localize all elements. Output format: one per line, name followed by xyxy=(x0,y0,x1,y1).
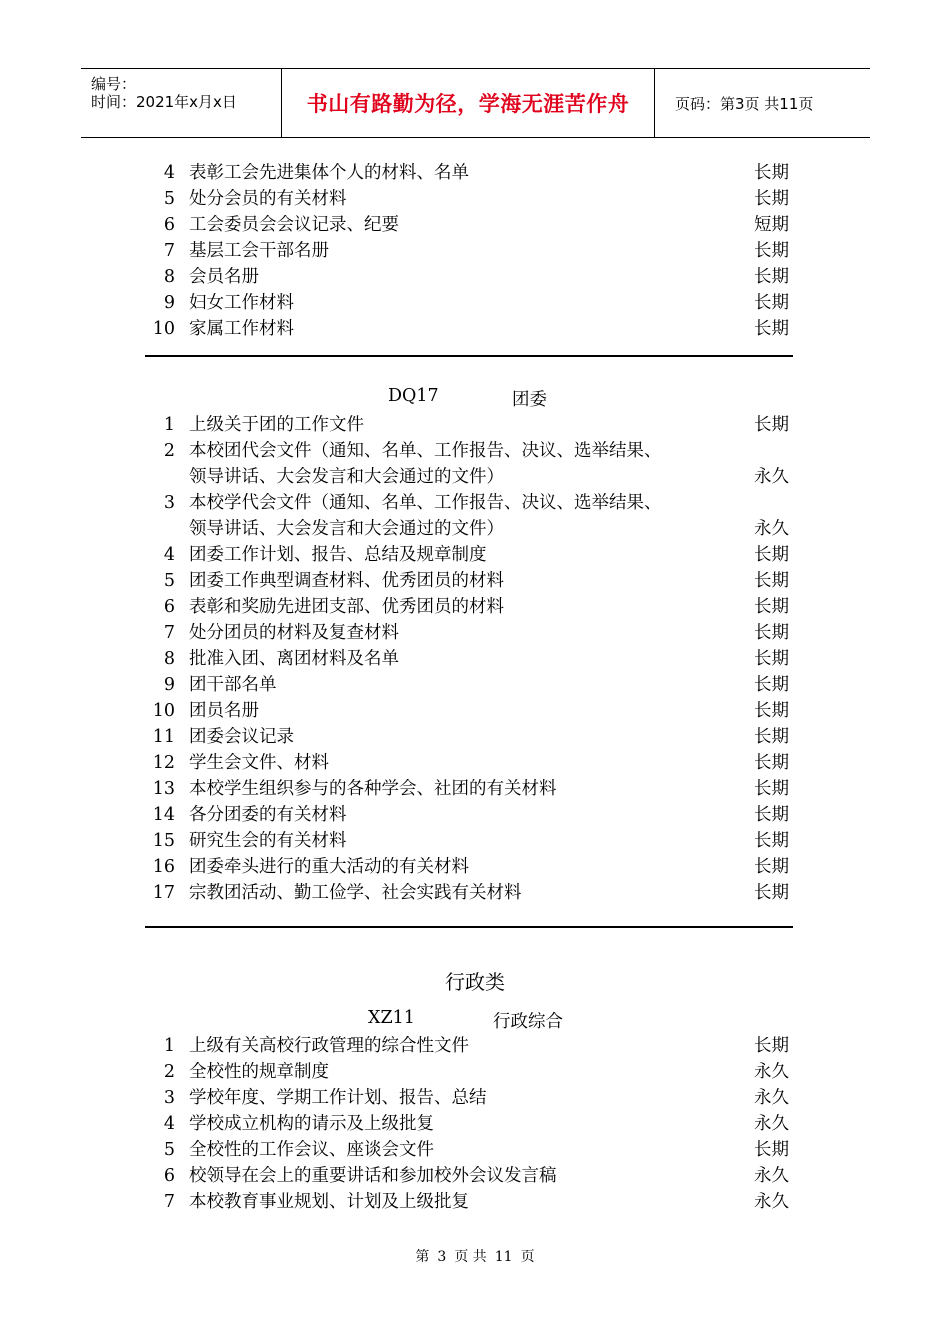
list-item xyxy=(0,620,950,646)
item-text: 全校性的工作会议、座谈会文件 xyxy=(189,1140,434,1160)
footer-suffix: 页 xyxy=(520,1249,535,1265)
item-number: 10 xyxy=(152,701,175,721)
item-text: 学校年度、学期工作计划、报告、总结 xyxy=(189,1088,487,1108)
list-item xyxy=(0,438,950,464)
item-retention-term: 永久 xyxy=(754,467,789,487)
item-retention-term: 长期 xyxy=(754,701,789,721)
item-number: 1 xyxy=(163,415,175,435)
item-text: 表彰工会先进集体个人的材料、名单 xyxy=(189,163,469,183)
item-retention-term: 长期 xyxy=(754,649,789,669)
list-item xyxy=(0,290,950,316)
item-retention-term: 长期 xyxy=(754,189,789,209)
item-number: 9 xyxy=(163,293,175,313)
item-text: 研究生会的有关材料 xyxy=(189,831,347,851)
item-text: 妇女工作材料 xyxy=(189,293,294,313)
list-item xyxy=(0,568,950,594)
list-item xyxy=(0,1111,950,1137)
list-item xyxy=(0,212,950,238)
list-item xyxy=(0,776,950,802)
item-retention-term: 长期 xyxy=(754,163,789,183)
item-number: 5 xyxy=(163,189,175,209)
footer-mid: 页 共 xyxy=(454,1249,487,1265)
item-number: 6 xyxy=(163,1166,175,1186)
list-item xyxy=(0,672,950,698)
item-number: 11 xyxy=(152,727,175,747)
admin-code: XZ11 xyxy=(368,1008,415,1028)
item-retention-term: 长期 xyxy=(754,597,789,617)
list-item xyxy=(0,828,950,854)
list-item xyxy=(0,490,950,516)
header-meta-cell xyxy=(81,69,282,137)
item-text: 批准入团、离团材料及名单 xyxy=(189,649,399,669)
item-text: 团员名册 xyxy=(189,701,259,721)
item-text: 处分会员的有关材料 xyxy=(189,189,347,209)
item-text: 基层工会干部名册 xyxy=(189,241,329,261)
item-retention-term: 长期 xyxy=(754,623,789,643)
item-text: 团干部名单 xyxy=(189,675,277,695)
item-number: 4 xyxy=(163,545,175,565)
item-text: 本校团代会文件（通知、名单、工作报告、决议、选举结果、 xyxy=(189,441,662,461)
item-retention-term: 长期 xyxy=(754,293,789,313)
footer-total-pages: 11 xyxy=(494,1249,513,1265)
list-item xyxy=(0,316,950,342)
item-text: 家属工作材料 xyxy=(189,319,294,339)
item-retention-term: 长期 xyxy=(754,267,789,287)
item-number: 5 xyxy=(163,1140,175,1160)
item-number: 6 xyxy=(163,215,175,235)
item-retention-term: 长期 xyxy=(754,1036,789,1056)
item-text: 团委工作计划、报告、总结及规章制度 xyxy=(189,545,487,565)
item-retention-term: 长期 xyxy=(754,805,789,825)
item-retention-term: 长期 xyxy=(754,779,789,799)
time-label: 时间：2021年x月x日 xyxy=(91,93,237,111)
item-retention-term: 长期 xyxy=(754,415,789,435)
item-text: 各分团委的有关材料 xyxy=(189,805,347,825)
item-retention-term: 短期 xyxy=(754,215,789,235)
item-number: 10 xyxy=(152,319,175,339)
item-number: 2 xyxy=(163,441,175,461)
list-item xyxy=(0,160,950,186)
item-retention-term: 长期 xyxy=(754,883,789,903)
category-title: 行政类 xyxy=(445,970,505,994)
item-number: 3 xyxy=(163,493,175,513)
item-retention-term: 永久 xyxy=(754,1192,789,1212)
item-text: 处分团员的材料及复查材料 xyxy=(189,623,399,643)
item-retention-term: 长期 xyxy=(754,319,789,339)
footer-current-page: 3 xyxy=(437,1249,447,1265)
item-text: 领导讲话、大会发言和大会通过的文件） xyxy=(189,519,504,539)
list-item xyxy=(0,238,950,264)
item-retention-term: 长期 xyxy=(754,1140,789,1160)
list-item xyxy=(0,542,950,568)
item-retention-term: 长期 xyxy=(754,241,789,261)
header-motto: 书山有路勤为径，学海无涯苦作舟 xyxy=(282,69,655,137)
item-retention-term: 长期 xyxy=(754,753,789,773)
admin-name: 行政综合 xyxy=(493,1012,563,1032)
item-number: 12 xyxy=(152,753,175,773)
league-code: DQ17 xyxy=(388,386,439,406)
item-retention-term: 永久 xyxy=(754,1114,789,1134)
item-retention-term: 长期 xyxy=(754,571,789,591)
item-number: 5 xyxy=(163,571,175,591)
item-text: 校领导在会上的重要讲话和参加校外会议发言稿 xyxy=(189,1166,557,1186)
item-number: 8 xyxy=(163,267,175,287)
item-text: 团委工作典型调查材料、优秀团员的材料 xyxy=(189,571,504,591)
item-retention-term: 永久 xyxy=(754,1062,789,1082)
list-item xyxy=(0,698,950,724)
list-item xyxy=(0,186,950,212)
item-number: 7 xyxy=(163,241,175,261)
item-number: 1 xyxy=(163,1036,175,1056)
item-retention-term: 永久 xyxy=(754,1166,789,1186)
item-number: 16 xyxy=(152,857,175,877)
list-item xyxy=(0,880,950,906)
list-item xyxy=(0,802,950,828)
item-text: 本校教育事业规划、计划及上级批复 xyxy=(189,1192,469,1212)
item-text: 领导讲话、大会发言和大会通过的文件） xyxy=(189,467,504,487)
page-footer xyxy=(0,1246,950,1266)
item-text: 本校学代会文件（通知、名单、工作报告、决议、选举结果、 xyxy=(189,493,662,513)
item-retention-term: 永久 xyxy=(754,519,789,539)
page-header xyxy=(81,68,870,138)
item-number: 3 xyxy=(163,1088,175,1108)
item-number: 6 xyxy=(163,597,175,617)
section-divider xyxy=(145,926,793,928)
item-number: 13 xyxy=(152,779,175,799)
item-number: 8 xyxy=(163,649,175,669)
item-number: 4 xyxy=(163,1114,175,1134)
list-item xyxy=(0,264,950,290)
item-number: 9 xyxy=(163,675,175,695)
item-number: 17 xyxy=(152,883,175,903)
item-number: 2 xyxy=(163,1062,175,1082)
item-retention-term: 长期 xyxy=(754,675,789,695)
list-item xyxy=(0,1085,950,1111)
item-text: 表彰和奖励先进团支部、优秀团员的材料 xyxy=(189,597,504,617)
list-item xyxy=(0,724,950,750)
section-divider xyxy=(145,355,793,357)
league-name: 团委 xyxy=(512,390,547,410)
item-number: 15 xyxy=(152,831,175,851)
item-text: 会员名册 xyxy=(189,267,259,287)
item-text: 全校性的规章制度 xyxy=(189,1062,329,1082)
item-retention-term: 永久 xyxy=(754,1088,789,1108)
item-retention-term: 长期 xyxy=(754,727,789,747)
list-item xyxy=(0,464,950,490)
item-retention-term: 长期 xyxy=(754,857,789,877)
item-number: 7 xyxy=(163,623,175,643)
list-item xyxy=(0,750,950,776)
item-text: 学校成立机构的请示及上级批复 xyxy=(189,1114,434,1134)
footer-prefix: 第 xyxy=(415,1249,430,1265)
list-item xyxy=(0,1059,950,1085)
list-item xyxy=(0,1189,950,1215)
item-text: 工会委员会会议记录、纪要 xyxy=(189,215,399,235)
list-item xyxy=(0,1163,950,1189)
item-retention-term: 长期 xyxy=(754,545,789,565)
list-item xyxy=(0,1033,950,1059)
list-item xyxy=(0,1137,950,1163)
page-info-text: 页码：第3页 共11页 xyxy=(675,94,814,113)
list-item xyxy=(0,516,950,542)
item-number: 4 xyxy=(163,163,175,183)
header-page-info xyxy=(665,69,870,137)
list-item xyxy=(0,594,950,620)
item-text: 上级关于团的工作文件 xyxy=(189,415,364,435)
list-item xyxy=(0,412,950,438)
item-text: 团委牵头进行的重大活动的有关材料 xyxy=(189,857,469,877)
item-text: 上级有关高校行政管理的综合性文件 xyxy=(189,1036,469,1056)
item-retention-term: 长期 xyxy=(754,831,789,851)
list-item xyxy=(0,854,950,880)
item-text: 学生会文件、材料 xyxy=(189,753,329,773)
number-label: 编号： xyxy=(91,75,137,93)
item-text: 宗教团活动、勤工俭学、社会实践有关材料 xyxy=(189,883,522,903)
item-text: 本校学生组织参与的各种学会、社团的有关材料 xyxy=(189,779,557,799)
list-item xyxy=(0,646,950,672)
item-text: 团委会议记录 xyxy=(189,727,294,747)
item-number: 14 xyxy=(152,805,175,825)
item-number: 7 xyxy=(163,1192,175,1212)
